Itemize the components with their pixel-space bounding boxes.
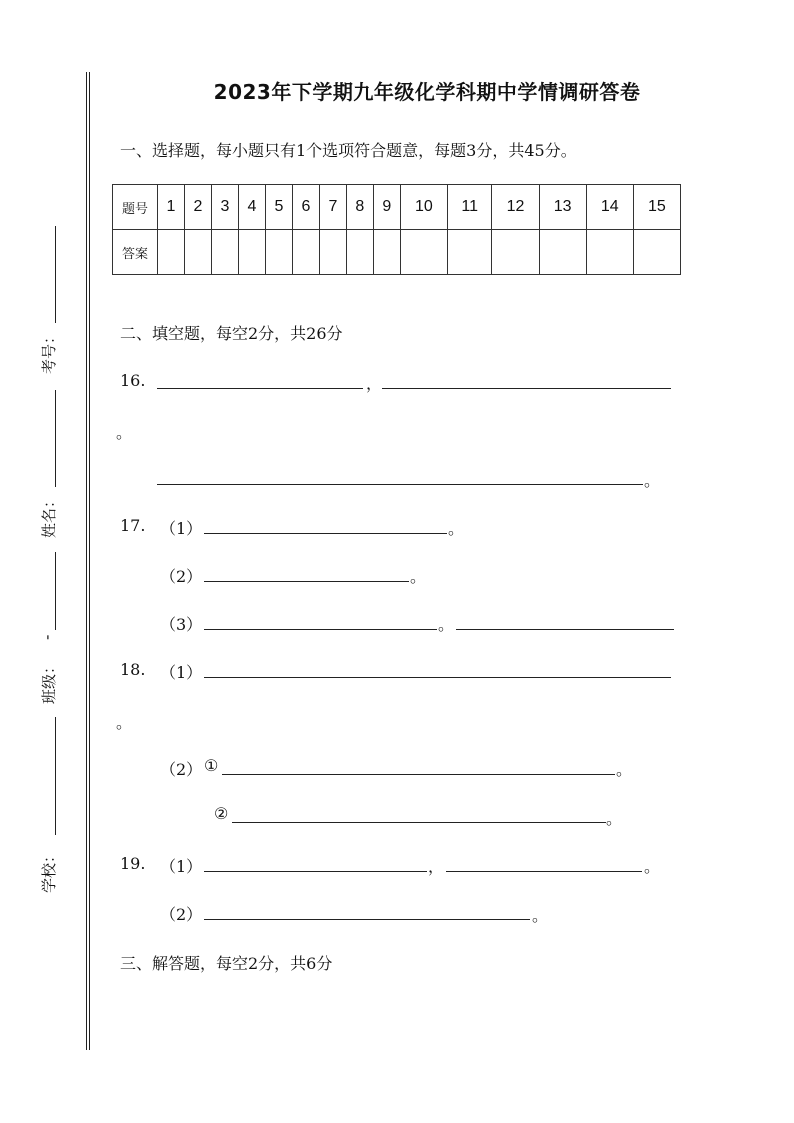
q-number-12: 12 (492, 185, 539, 230)
answer-cell[interactable] (319, 230, 346, 275)
q18-part2-label: （2） (160, 760, 203, 779)
school-label: 学校： (40, 847, 58, 893)
q16-number: 16. (120, 371, 146, 390)
school-blank (55, 717, 56, 835)
q17-part3-period: 。 (438, 615, 455, 634)
page-title: 2023年下学期九年级化学科期中学情调研答卷 (213, 80, 641, 104)
q16-blank-1[interactable] (157, 388, 363, 389)
answer-cell[interactable] (633, 230, 680, 275)
q19-part1-comma: ， (428, 857, 445, 876)
q-number-3: 3 (211, 185, 238, 230)
q19-part1-label: （1） (160, 857, 203, 876)
answer-cell[interactable] (184, 230, 211, 275)
q18-part1-period: 。 (116, 713, 133, 732)
q16-period-2: 。 (644, 471, 661, 490)
q16-blank-3[interactable] (157, 484, 643, 485)
q-number-9: 9 (373, 185, 400, 230)
q-number-1: 1 (158, 185, 185, 230)
section1-heading: 一、选择题，每小题只有1个选项符合题意，每题3分，共45分。 (120, 141, 577, 160)
q19-part2-blank[interactable] (204, 919, 530, 920)
q-number-15: 15 (633, 185, 680, 230)
answer-cell[interactable] (586, 230, 633, 275)
row-label-answer: 答案 (113, 230, 158, 275)
q-number-14: 14 (586, 185, 633, 230)
q-number-2: 2 (184, 185, 211, 230)
q17-part2-blank[interactable] (204, 581, 409, 582)
q17-part3-blank-2[interactable] (456, 629, 674, 630)
answer-cell[interactable] (158, 230, 185, 275)
q18-number: 18. (120, 660, 146, 679)
q17-number: 17. (120, 516, 146, 535)
q-number-11: 11 (447, 185, 491, 230)
q17-part3-label: （3） (160, 615, 203, 634)
q18-circle-2: ② (214, 804, 229, 823)
section2-heading: 二、填空题，每空2分，共26分 (120, 324, 343, 343)
answer-cell[interactable] (238, 230, 265, 275)
answer-cell[interactable] (492, 230, 539, 275)
answer-cell[interactable] (346, 230, 373, 275)
answer-cell[interactable] (539, 230, 586, 275)
binding-line-left (86, 72, 87, 1050)
q-number-5: 5 (265, 185, 292, 230)
q19-part1-period: 。 (644, 857, 661, 876)
q19-part1-blank-1[interactable] (204, 871, 427, 872)
exam-no-blank (55, 226, 56, 323)
q17-part1-label: （1） (160, 519, 203, 538)
section3-heading: 三、解答题，每空2分，共6分 (120, 954, 333, 973)
row-label-question: 题号 (113, 185, 158, 230)
q16-period-1: 。 (116, 423, 133, 442)
q19-part2-label: （2） (160, 905, 203, 924)
name-label: 姓名： (40, 492, 58, 538)
q-number-4: 4 (238, 185, 265, 230)
q18-part1-label: （1） (160, 663, 203, 682)
q18-part2-blank-1[interactable] (222, 774, 615, 775)
q16-blank-2[interactable] (382, 388, 671, 389)
q19-part1-blank-2[interactable] (446, 871, 642, 872)
q18-circle-1: ① (204, 756, 219, 775)
class-label: 班级： (40, 658, 58, 704)
answer-cell[interactable] (373, 230, 400, 275)
q17-part1-period: 。 (448, 519, 465, 538)
q-number-8: 8 (346, 185, 373, 230)
answer-cell[interactable] (447, 230, 491, 275)
q17-part3-blank-1[interactable] (204, 629, 437, 630)
table-row-answers (113, 230, 681, 275)
answer-table (112, 184, 681, 275)
q16-comma: ， (366, 374, 383, 393)
q19-number: 19. (120, 854, 146, 873)
answer-cell[interactable] (265, 230, 292, 275)
answer-cell[interactable] (211, 230, 238, 275)
answer-cell[interactable] (292, 230, 319, 275)
q18-part2-period-2: 。 (606, 809, 623, 828)
class-blank (55, 552, 56, 630)
answer-cell[interactable] (400, 230, 447, 275)
table-row-numbers (113, 185, 681, 230)
q-number-6: 6 (292, 185, 319, 230)
q18-part2-blank-2[interactable] (232, 822, 606, 823)
q17-part2-label: （2） (160, 567, 203, 586)
q18-part1-blank[interactable] (204, 677, 671, 678)
binding-line-right (89, 72, 90, 1050)
q17-part2-period: 。 (410, 567, 427, 586)
q-number-7: 7 (319, 185, 346, 230)
exam-no-label: 考号： (40, 328, 58, 374)
q17-part1-blank[interactable] (204, 533, 447, 534)
name-blank (55, 390, 56, 487)
class-dash: - (38, 634, 56, 640)
q18-part2-period-1: 。 (616, 760, 633, 779)
q-number-10: 10 (400, 185, 447, 230)
q-number-13: 13 (539, 185, 586, 230)
q19-part2-period: 。 (532, 906, 549, 925)
